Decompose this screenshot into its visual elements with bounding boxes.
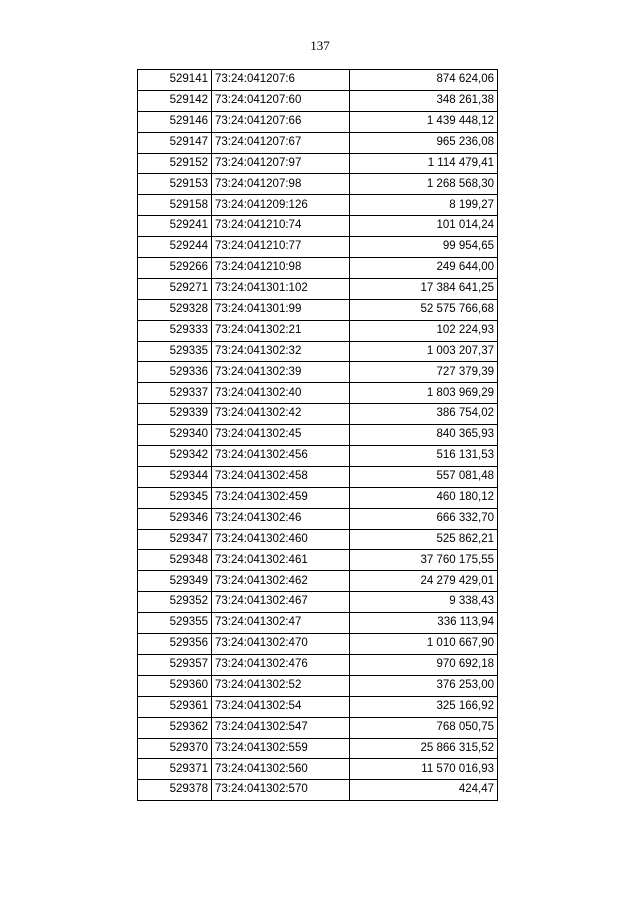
row-code-cell: 529266 (138, 258, 212, 279)
row-code-cell: 529153 (138, 174, 212, 195)
cadastral-value-cell: 840 365,93 (350, 425, 498, 446)
table-row (138, 341, 498, 362)
cadastral-number-cell: 73:24:041302:39 (212, 362, 350, 383)
row-code-cell: 529370 (138, 738, 212, 759)
cadastral-value-cell: 9 338,43 (350, 592, 498, 613)
cadastral-number-cell: 73:24:041302:45 (212, 425, 350, 446)
cadastral-number-cell: 73:24:041302:47 (212, 613, 350, 634)
row-code-cell: 529349 (138, 571, 212, 592)
cadastral-number-cell: 73:24:041207:6 (212, 70, 350, 91)
cadastral-number-cell: 73:24:041302:470 (212, 634, 350, 655)
cadastral-value-cell: 557 081,48 (350, 466, 498, 487)
table-row (138, 675, 498, 696)
cadastral-number-cell: 73:24:041302:461 (212, 550, 350, 571)
cadastral-number-cell: 73:24:041302:32 (212, 341, 350, 362)
cadastral-value-cell: 249 644,00 (350, 258, 498, 279)
table-body (138, 70, 498, 801)
cadastral-number-cell: 73:24:041302:570 (212, 780, 350, 801)
row-code-cell: 529241 (138, 216, 212, 237)
cadastral-value-cell: 525 862,21 (350, 529, 498, 550)
table-row (138, 111, 498, 132)
cadastral-value-cell: 1 010 667,90 (350, 634, 498, 655)
cadastral-number-cell: 73:24:041302:460 (212, 529, 350, 550)
table-row (138, 696, 498, 717)
page-number: 137 (310, 38, 330, 53)
cadastral-number-cell: 73:24:041302:54 (212, 696, 350, 717)
cadastral-number-cell: 73:24:041207:60 (212, 90, 350, 111)
cadastral-value-cell: 348 261,38 (350, 90, 498, 111)
table-row (138, 132, 498, 153)
table-row (138, 634, 498, 655)
table-row (138, 466, 498, 487)
cadastral-value-cell: 965 236,08 (350, 132, 498, 153)
cadastral-number-cell: 73:24:041302:40 (212, 383, 350, 404)
row-code-cell: 529328 (138, 299, 212, 320)
cadastral-number-cell: 73:24:041302:46 (212, 508, 350, 529)
row-code-cell: 529344 (138, 466, 212, 487)
table-row (138, 362, 498, 383)
cadastral-number-cell: 73:24:041302:456 (212, 446, 350, 467)
cadastral-number-cell: 73:24:041302:459 (212, 487, 350, 508)
row-code-cell: 529378 (138, 780, 212, 801)
cadastral-number-cell: 73:24:041302:467 (212, 592, 350, 613)
row-code-cell: 529347 (138, 529, 212, 550)
cadastral-value-cell: 1 803 969,29 (350, 383, 498, 404)
cadastral-value-cell: 874 624,06 (350, 70, 498, 91)
cadastral-number-cell: 73:24:041207:67 (212, 132, 350, 153)
cadastral-value-cell: 102 224,93 (350, 320, 498, 341)
cadastral-value-cell: 8 199,27 (350, 195, 498, 216)
table-row (138, 738, 498, 759)
cadastral-value-cell: 336 113,94 (350, 613, 498, 634)
cadastral-value-cell: 516 131,53 (350, 446, 498, 467)
cadastral-number-cell: 73:24:041301:99 (212, 299, 350, 320)
cadastral-value-cell: 25 866 315,52 (350, 738, 498, 759)
cadastral-value-cell: 386 754,02 (350, 404, 498, 425)
table-row (138, 299, 498, 320)
table-row (138, 320, 498, 341)
cadastral-value-cell: 970 692,18 (350, 654, 498, 675)
row-code-cell: 529371 (138, 759, 212, 780)
table-row (138, 571, 498, 592)
table-row (138, 237, 498, 258)
row-code-cell: 529158 (138, 195, 212, 216)
cadastral-value-cell: 1 439 448,12 (350, 111, 498, 132)
cadastral-number-cell: 73:24:041210:98 (212, 258, 350, 279)
cadastral-value-cell: 1 114 479,41 (350, 153, 498, 174)
table-row (138, 508, 498, 529)
cadastral-value-cell: 768 050,75 (350, 717, 498, 738)
row-code-cell: 529360 (138, 675, 212, 696)
cadastral-number-cell: 73:24:041210:74 (212, 216, 350, 237)
table-row (138, 216, 498, 237)
cadastral-value-cell: 1 268 568,30 (350, 174, 498, 195)
table-row (138, 446, 498, 467)
row-code-cell: 529141 (138, 70, 212, 91)
cadastral-value-cell: 11 570 016,93 (350, 759, 498, 780)
table-row (138, 529, 498, 550)
cadastral-number-cell: 73:24:041207:98 (212, 174, 350, 195)
row-code-cell: 529152 (138, 153, 212, 174)
cadastral-number-cell: 73:24:041302:52 (212, 675, 350, 696)
cadastral-number-cell: 73:24:041209:126 (212, 195, 350, 216)
cadastral-number-cell: 73:24:041302:476 (212, 654, 350, 675)
row-code-cell: 529361 (138, 696, 212, 717)
row-code-cell: 529355 (138, 613, 212, 634)
cadastral-number-cell: 73:24:041302:547 (212, 717, 350, 738)
cadastral-value-cell: 460 180,12 (350, 487, 498, 508)
cadastral-value-cell: 376 253,00 (350, 675, 498, 696)
table-row (138, 550, 498, 571)
row-code-cell: 529348 (138, 550, 212, 571)
cadastral-number-cell: 73:24:041301:102 (212, 278, 350, 299)
table-row (138, 780, 498, 801)
row-code-cell: 529335 (138, 341, 212, 362)
cadastral-value-cell: 727 379,39 (350, 362, 498, 383)
table-row (138, 654, 498, 675)
table-row (138, 487, 498, 508)
table-row (138, 195, 498, 216)
row-code-cell: 529346 (138, 508, 212, 529)
cadastral-value-table (137, 69, 498, 801)
cadastral-number-cell: 73:24:041302:559 (212, 738, 350, 759)
table-row (138, 70, 498, 91)
cadastral-number-cell: 73:24:041207:66 (212, 111, 350, 132)
table-row (138, 174, 498, 195)
table-row (138, 90, 498, 111)
row-code-cell: 529146 (138, 111, 212, 132)
row-code-cell: 529340 (138, 425, 212, 446)
table-row (138, 592, 498, 613)
table-row (138, 613, 498, 634)
row-code-cell: 529352 (138, 592, 212, 613)
row-code-cell: 529333 (138, 320, 212, 341)
cadastral-number-cell: 73:24:041302:42 (212, 404, 350, 425)
cadastral-number-cell: 73:24:041302:560 (212, 759, 350, 780)
row-code-cell: 529336 (138, 362, 212, 383)
cadastral-number-cell: 73:24:041302:21 (212, 320, 350, 341)
table-row (138, 759, 498, 780)
cadastral-value-cell: 17 384 641,25 (350, 278, 498, 299)
table-row (138, 153, 498, 174)
cadastral-value-cell: 1 003 207,37 (350, 341, 498, 362)
cadastral-value-cell: 424,47 (350, 780, 498, 801)
cadastral-value-cell: 325 166,92 (350, 696, 498, 717)
table-row (138, 425, 498, 446)
cadastral-number-cell: 73:24:041210:77 (212, 237, 350, 258)
table-row (138, 278, 498, 299)
table-row (138, 383, 498, 404)
cadastral-value-cell: 666 332,70 (350, 508, 498, 529)
cadastral-value-cell: 52 575 766,68 (350, 299, 498, 320)
row-code-cell: 529345 (138, 487, 212, 508)
row-code-cell: 529342 (138, 446, 212, 467)
row-code-cell: 529356 (138, 634, 212, 655)
table-row (138, 258, 498, 279)
cadastral-value-cell: 37 760 175,55 (350, 550, 498, 571)
row-code-cell: 529337 (138, 383, 212, 404)
row-code-cell: 529271 (138, 278, 212, 299)
row-code-cell: 529339 (138, 404, 212, 425)
cadastral-value-cell: 24 279 429,01 (350, 571, 498, 592)
cadastral-number-cell: 73:24:041302:458 (212, 466, 350, 487)
row-code-cell: 529244 (138, 237, 212, 258)
row-code-cell: 529362 (138, 717, 212, 738)
row-code-cell: 529357 (138, 654, 212, 675)
cadastral-number-cell: 73:24:041207:97 (212, 153, 350, 174)
row-code-cell: 529147 (138, 132, 212, 153)
row-code-cell: 529142 (138, 90, 212, 111)
cadastral-value-cell: 99 954,65 (350, 237, 498, 258)
table-row (138, 717, 498, 738)
cadastral-value-cell: 101 014,24 (350, 216, 498, 237)
cadastral-number-cell: 73:24:041302:462 (212, 571, 350, 592)
table-row (138, 404, 498, 425)
